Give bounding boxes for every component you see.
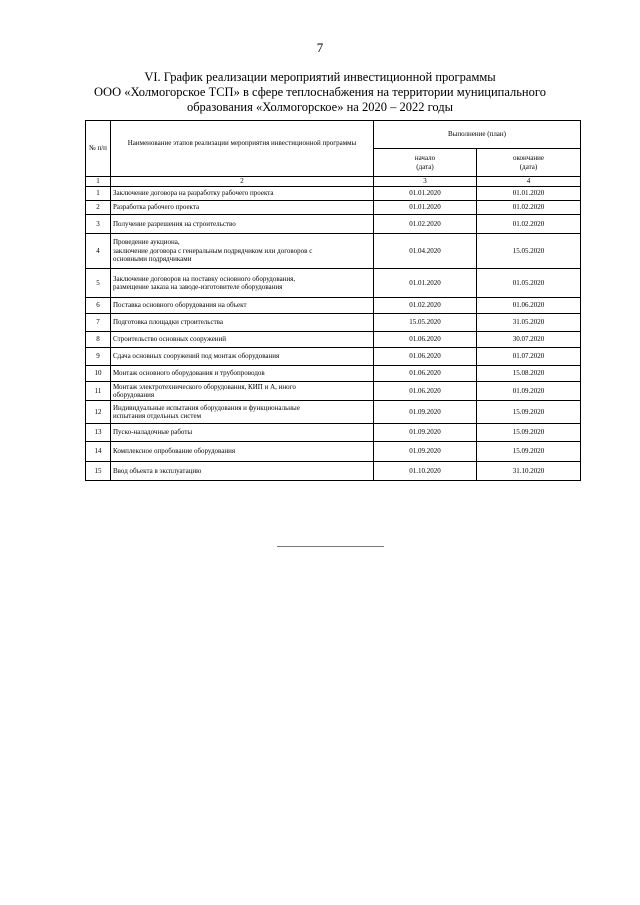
row-start-date: 01.06.2020 <box>374 348 477 366</box>
row-stage-line: Сдача основных сооружений под монтаж оборудования <box>113 352 280 361</box>
page-number: 7 <box>316 40 324 55</box>
row-number: 12 <box>86 401 111 424</box>
header-plan-group: Выполнение (план) <box>374 121 581 149</box>
bottom-divider <box>277 546 384 547</box>
row-stage-line: Подготовка площадки строительства <box>113 318 223 327</box>
row-number: 4 <box>86 234 111 269</box>
title-line-2: ООО «Холмогорское ТСП» в сфере теплоснабжения на территории муниципального <box>94 85 546 99</box>
row-start-date: 01.10.2020 <box>374 462 477 481</box>
row-start-date: 01.04.2020 <box>374 234 477 269</box>
row-stage-name <box>111 298 374 314</box>
row-stage-name <box>111 234 374 269</box>
schedule-table <box>85 120 581 481</box>
row-end-date: 15.05.2020 <box>477 234 581 269</box>
schedule-rows <box>86 187 581 481</box>
row-start-date: 01.06.2020 <box>374 366 477 382</box>
header-start-line-1: начало <box>414 154 436 162</box>
row-number: 1 <box>86 187 111 201</box>
table-row <box>86 462 581 481</box>
row-stage-line: заключение договора с генеральным подрядчиком или договоров с <box>113 246 313 255</box>
document-title <box>60 70 580 115</box>
col-number-4: 4 <box>477 177 581 187</box>
table-row <box>86 215 581 234</box>
row-stage-line: Индивидуальные испытания оборудования и функциональные <box>113 403 300 412</box>
row-stage-line: Монтаж основного оборудования и трубопроводов <box>113 369 265 378</box>
row-end-date: 01.02.2020 <box>477 215 581 234</box>
row-stage-line: Заключение договоров на поставку основного оборудования, <box>113 274 296 283</box>
row-start-date: 15.05.2020 <box>374 314 477 332</box>
col-number-3: 3 <box>374 177 477 187</box>
table-row <box>86 382 581 401</box>
row-end-date: 15.09.2020 <box>477 442 581 462</box>
table-row <box>86 366 581 382</box>
row-end-date: 31.10.2020 <box>477 462 581 481</box>
row-stage-line: Заключение договора на разработку рабочего проекта <box>113 189 274 198</box>
row-stage-name <box>111 442 374 462</box>
row-number: 15 <box>86 462 111 481</box>
table-row <box>86 298 581 314</box>
row-start-date: 01.02.2020 <box>374 298 477 314</box>
table-row <box>86 269 581 298</box>
table-row <box>86 187 581 201</box>
row-start-date: 01.06.2020 <box>374 382 477 401</box>
row-stage-name <box>111 401 374 424</box>
row-start-date: 01.09.2020 <box>374 401 477 424</box>
row-stage-line: Получение разрешения на строительство <box>113 219 236 228</box>
row-stage-line: Пуско-наладочные работы <box>113 428 193 437</box>
row-stage-line: основными подрядчиками <box>113 255 192 264</box>
header-stage-name: Наименование этапов реализации мероприятия инвестиционной программы <box>111 121 374 177</box>
table-row <box>86 234 581 269</box>
row-stage-name <box>111 332 374 348</box>
row-number: 14 <box>86 442 111 462</box>
table-row <box>86 332 581 348</box>
row-stage-line: Разработка рабочего проекта <box>113 203 200 212</box>
row-number: 11 <box>86 382 111 401</box>
table-row <box>86 201 581 215</box>
row-stage-name <box>111 314 374 332</box>
row-number: 10 <box>86 366 111 382</box>
row-start-date: 01.06.2020 <box>374 332 477 348</box>
row-start-date: 01.02.2020 <box>374 215 477 234</box>
row-number: 3 <box>86 215 111 234</box>
row-stage-line: Ввод объекта в эксплуатацию <box>113 466 202 475</box>
row-stage-name <box>111 269 374 298</box>
row-number: 2 <box>86 201 111 215</box>
row-stage-name <box>111 382 374 401</box>
header-number: № п/п <box>86 121 111 177</box>
row-stage-name <box>111 201 374 215</box>
table-row <box>86 348 581 366</box>
row-end-date: 15.09.2020 <box>477 401 581 424</box>
row-end-date: 01.02.2020 <box>477 201 581 215</box>
row-stage-line: Комплексное опробование оборудования <box>113 447 236 456</box>
row-stage-name <box>111 215 374 234</box>
row-end-date: 31.05.2020 <box>477 314 581 332</box>
row-start-date: 01.09.2020 <box>374 424 477 442</box>
row-start-date: 01.09.2020 <box>374 442 477 462</box>
header-start-line-2: (дата) <box>416 162 434 171</box>
row-end-date: 15.09.2020 <box>477 424 581 442</box>
row-stage-line: Поставка основного оборудования на объект <box>113 301 247 310</box>
row-start-date: 01.01.2020 <box>374 187 477 201</box>
row-number: 5 <box>86 269 111 298</box>
row-end-date: 01.06.2020 <box>477 298 581 314</box>
title-line-1: VI. График реализации мероприятий инвестиционной программы <box>144 70 496 84</box>
table-row <box>86 424 581 442</box>
row-end-date: 30.07.2020 <box>477 332 581 348</box>
row-end-date: 01.07.2020 <box>477 348 581 366</box>
row-stage-line: Монтаж электротехнического оборудования, КИП и А, иного <box>113 382 296 391</box>
row-number: 7 <box>86 314 111 332</box>
row-start-date: 01.01.2020 <box>374 201 477 215</box>
header-end-date <box>477 149 581 177</box>
row-stage-name <box>111 187 374 201</box>
row-stage-line: размещение заказа на заводе-изготовителе оборудования <box>113 283 283 291</box>
row-stage-line: Проведение аукциона, <box>113 238 180 247</box>
row-stage-name <box>111 424 374 442</box>
row-stage-line: оборудования <box>113 391 155 399</box>
row-stage-name <box>111 348 374 366</box>
row-stage-line: испытания отдельных систем <box>113 412 201 420</box>
header-start-date <box>374 149 477 177</box>
row-stage-name <box>111 366 374 382</box>
table-row <box>86 401 581 424</box>
row-stage-line: Строительство основных сооружений <box>113 335 227 344</box>
header-end-line-2: (дата) <box>519 162 538 171</box>
row-stage-name <box>111 462 374 481</box>
title-line-3: образования «Холмогорское» на 2020 – 2022 годы <box>186 100 454 114</box>
row-end-date: 01.09.2020 <box>477 382 581 401</box>
row-end-date: 01.05.2020 <box>477 269 581 298</box>
row-number: 9 <box>86 348 111 366</box>
header-end-line-1: окончание <box>512 154 545 162</box>
row-number: 8 <box>86 332 111 348</box>
row-end-date: 15.08.2020 <box>477 366 581 382</box>
table-row <box>86 314 581 332</box>
row-number: 6 <box>86 298 111 314</box>
row-start-date: 01.01.2020 <box>374 269 477 298</box>
row-end-date: 01.01.2020 <box>477 187 581 201</box>
row-number: 13 <box>86 424 111 442</box>
col-number-1: 1 <box>86 177 111 187</box>
table-row <box>86 442 581 462</box>
col-number-2: 2 <box>111 177 374 187</box>
